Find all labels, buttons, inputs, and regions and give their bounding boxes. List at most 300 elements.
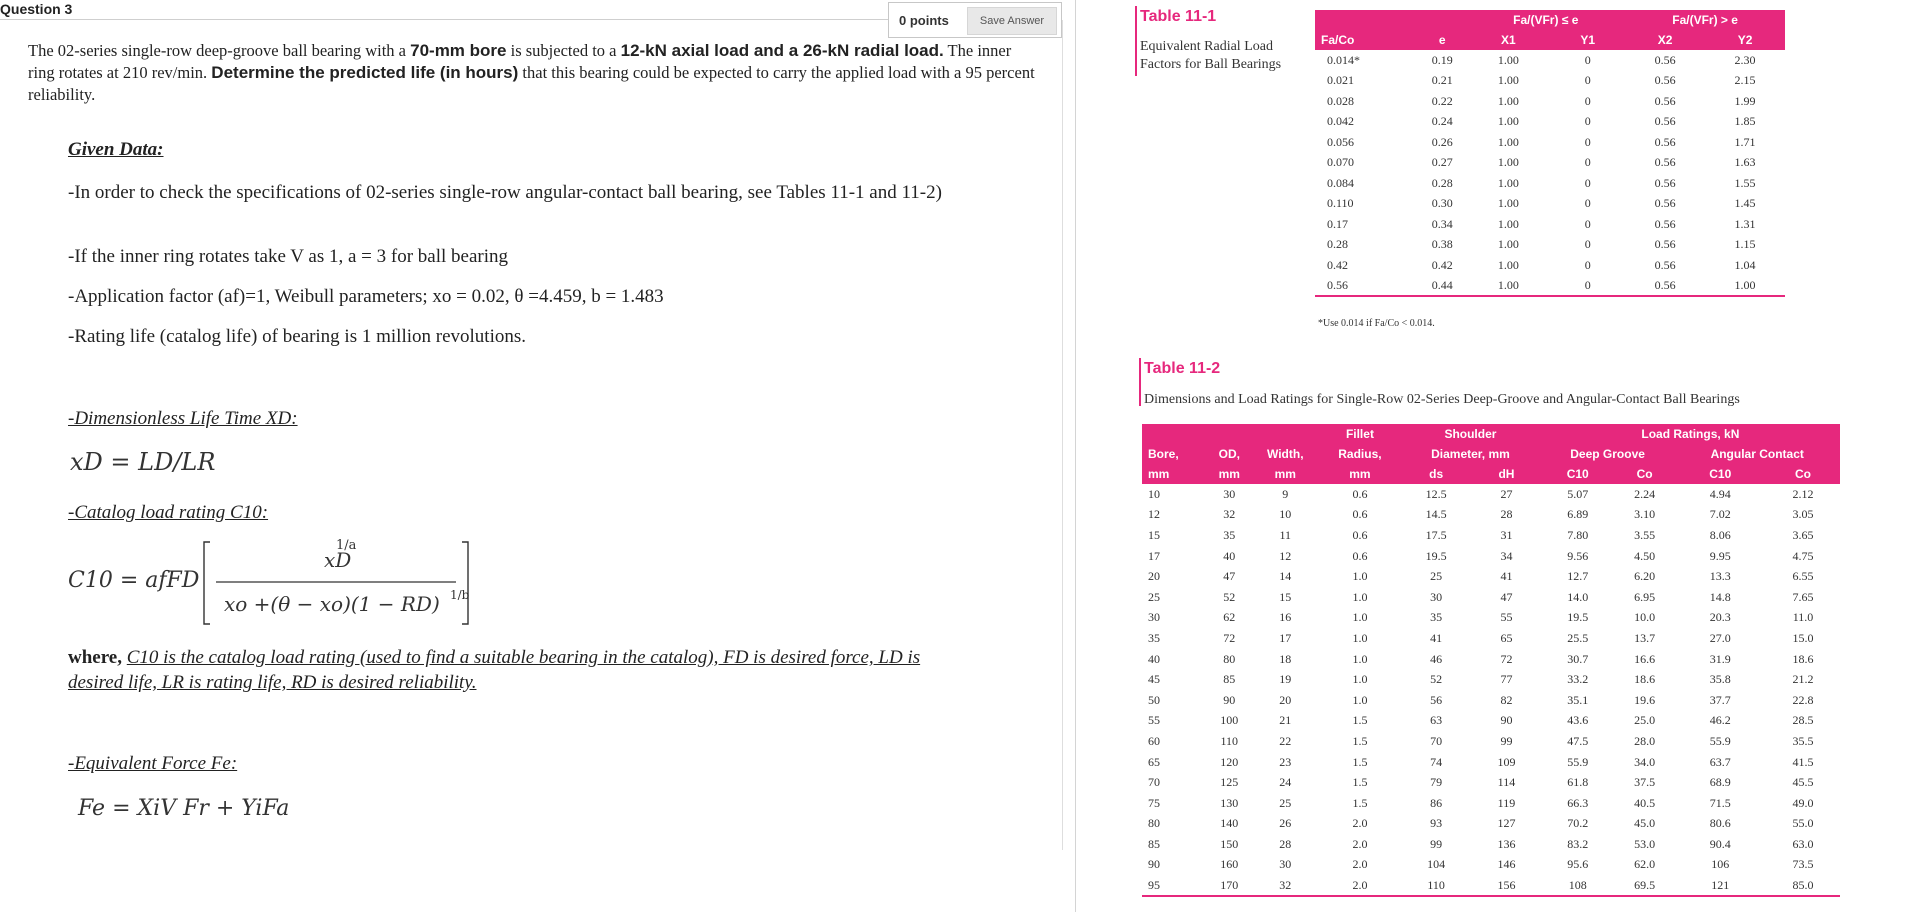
table2-row	[1142, 546, 1840, 567]
table2-row	[1142, 505, 1840, 526]
table1-col-header: e	[1418, 30, 1466, 50]
table2-row-cell: 69.5	[1615, 875, 1675, 896]
table1-row	[1315, 235, 1785, 256]
table1-row	[1315, 276, 1785, 297]
table1-row-cell: 1.00	[1497, 73, 1519, 88]
table1-row-cell: 1.04	[1734, 257, 1756, 272]
table2-row-cell: 7.80	[1567, 527, 1589, 542]
table2-row-cell: 127	[1497, 816, 1516, 831]
table1-row-cell: 1.00	[1497, 93, 1519, 108]
table2-row-cell: 70	[1430, 733, 1443, 748]
problem-text: The 02-series single-row deep-groove ball bearing with a	[28, 41, 411, 60]
table2-unit-header: C10	[1674, 464, 1766, 484]
table2-unit-header: mm	[1208, 464, 1251, 484]
table2-row-cell: 31.9	[1709, 651, 1731, 666]
table2-row	[1142, 690, 1840, 711]
table2-row	[1142, 669, 1840, 690]
table2-row-cell: 21	[1279, 713, 1292, 728]
table2-row-cell: 34	[1500, 548, 1513, 563]
table2-row-cell: 15	[1148, 527, 1160, 542]
table2-row	[1142, 731, 1840, 752]
table1-row-cell: 0	[1584, 196, 1591, 211]
table2-row-cell: 46	[1430, 651, 1443, 666]
problem-bold: Determine the predicted life (in hours)	[211, 63, 519, 82]
table1-row-cell: 1.99	[1734, 93, 1756, 108]
table2-row-cell: 104	[1427, 857, 1446, 872]
table2-row-cell: 40	[1223, 548, 1236, 563]
table2-row-cell: 30.7	[1567, 651, 1589, 666]
table2-row-cell: 0.6	[1352, 548, 1368, 563]
table2-row-cell: 73.5	[1792, 857, 1814, 872]
table1-row-cell: 0.056	[1327, 134, 1354, 149]
table1-row-cell: 1.85	[1734, 114, 1756, 129]
table2-row-cell: 12.5	[1425, 486, 1447, 501]
table2-row-cell: 10	[1148, 486, 1160, 501]
table2-row-cell: 41	[1500, 569, 1513, 584]
table2-row-cell: 1.0	[1352, 569, 1368, 584]
table2-shoulder-header: Shoulder	[1400, 424, 1541, 444]
table2-row-cell: 90	[1223, 692, 1236, 707]
table1-note: *Use 0.014 if Fa/Co < 0.014.	[1318, 318, 1435, 329]
table1-row-cell: 1.63	[1734, 155, 1756, 170]
table2-row-cell: 13.3	[1709, 569, 1731, 584]
table1-header-spacer	[1418, 10, 1466, 30]
formula-outer-exponent: 1/a	[336, 538, 357, 553]
table2	[1142, 424, 1840, 897]
table2-row-cell: 6.95	[1634, 589, 1656, 604]
table2-row-cell: 106	[1711, 857, 1730, 872]
table2-row-cell: 35.5	[1792, 733, 1814, 748]
table2-row-cell: 63.7	[1709, 754, 1731, 769]
table2-row-cell: 93	[1430, 816, 1443, 831]
given-line: -If the inner ring rotates take V as 1, a = 3 for ball bearing	[68, 246, 509, 267]
table2-row	[1142, 628, 1840, 649]
table2-row	[1142, 752, 1840, 773]
table2-row-cell: 77	[1500, 672, 1513, 687]
table2-row-cell: 10.0	[1634, 610, 1656, 625]
table1-header-spacer	[1315, 10, 1418, 30]
formula-lhs: C10 = afFD	[68, 568, 200, 593]
table2-row	[1142, 711, 1840, 732]
table2-row-cell: 55.9	[1567, 754, 1589, 769]
table1-row-cell: 0.56	[1654, 114, 1676, 129]
table1-row-cell: 0.56	[1625, 276, 1705, 297]
table2-row-cell: 75	[1148, 795, 1160, 810]
table2-row-cell: 22	[1279, 733, 1292, 748]
table2-row-cell: 1.5	[1352, 754, 1368, 769]
table2-row-cell: 25.0	[1634, 713, 1656, 728]
table2-col-header: Bore,	[1142, 444, 1208, 464]
table2-unit-header: mm	[1142, 464, 1208, 484]
table2-row-cell: 46.2	[1709, 713, 1731, 728]
table2-row-cell: 23	[1279, 754, 1292, 769]
table2-row-cell: 62	[1223, 610, 1236, 625]
table2-row-cell: 2.0	[1352, 836, 1368, 851]
table1-row-cell: 1.55	[1734, 175, 1756, 190]
table2-row-cell: 6.55	[1792, 569, 1814, 584]
table2-row	[1142, 875, 1840, 896]
table2-row-cell: 52	[1430, 672, 1443, 687]
table2-row-cell: 49.0	[1792, 795, 1814, 810]
table1-row-cell: 0	[1584, 114, 1591, 129]
table2-row-cell: 35.1	[1567, 692, 1589, 707]
table1-row-cell: 1.00	[1497, 237, 1519, 252]
table2-row-cell: 9	[1282, 486, 1289, 501]
table2-row-cell: 6.20	[1634, 569, 1656, 584]
table2-row-cell: 35	[1430, 610, 1443, 625]
table2-row-cell: 2.0	[1352, 816, 1368, 831]
table2-header-spacer	[1251, 424, 1320, 444]
table2-row-cell: 1.0	[1352, 672, 1368, 687]
table1-group2-header: Fa/(VFr) > e	[1625, 10, 1785, 30]
table2-row-cell: 14	[1279, 569, 1292, 584]
table2-row-cell: 43.6	[1567, 713, 1589, 728]
table1-row-cell: 0.042	[1327, 114, 1354, 129]
table2-row-cell: 13.7	[1634, 630, 1656, 645]
table2-row-cell: 15.0	[1792, 630, 1814, 645]
table2-row-cell: 156	[1472, 875, 1541, 896]
table1-row-cell: 1.15	[1734, 237, 1756, 252]
table2-row-cell: 55	[1500, 610, 1513, 625]
table2-row-cell: 18	[1279, 651, 1292, 666]
table2-row-cell: 40.5	[1634, 795, 1656, 810]
table1-row-cell: 0.56	[1654, 175, 1676, 190]
table1-row-cell: 0.34	[1431, 216, 1453, 231]
table2-row-cell: 20.3	[1709, 610, 1731, 625]
table2-row-cell: 12	[1148, 507, 1160, 522]
table2-unit-header: mm	[1251, 464, 1320, 484]
table2-row	[1142, 608, 1840, 629]
table2-row-cell: 80	[1223, 651, 1236, 666]
table2-row-cell: 114	[1497, 775, 1516, 790]
table1-row-cell: 0.56	[1654, 93, 1676, 108]
given-line: -Rating life (catalog life) of bearing is 1 million revolutions.	[68, 326, 526, 347]
table2-row-cell: 33.2	[1567, 672, 1589, 687]
table2-row-cell: 95	[1142, 875, 1208, 896]
table2-row-cell: 1.0	[1352, 589, 1368, 604]
table1-row-cell: 0.070	[1327, 155, 1354, 170]
table2-row-cell: 37.7	[1709, 692, 1731, 707]
table2-row-cell: 85	[1223, 672, 1236, 687]
table2-row-cell: 83.2	[1567, 836, 1589, 851]
table2-row	[1142, 834, 1840, 855]
table1-row-cell: 2.15	[1734, 73, 1756, 88]
table2-row-cell: 82	[1500, 692, 1513, 707]
table2-row-cell: 120	[1220, 754, 1239, 769]
table2-load-header: Load Ratings, kN	[1541, 424, 1840, 444]
table2-col-header: Deep Groove	[1541, 444, 1675, 464]
table2-col-header: Diameter, mm	[1400, 444, 1541, 464]
table1-row-cell: 1.45	[1734, 196, 1756, 211]
table2-unit-header: ds	[1400, 464, 1472, 484]
table2-row-cell: 9.56	[1567, 548, 1589, 563]
table1-row-cell: 0.56	[1654, 73, 1676, 88]
table2-row-cell: 80	[1148, 816, 1160, 831]
table1-row-cell: 0.028	[1327, 93, 1354, 108]
table1-row-cell: 0.26	[1431, 134, 1453, 149]
where-label: where,	[68, 647, 127, 668]
table1-row-cell: 0.38	[1431, 237, 1453, 252]
table2-row	[1142, 525, 1840, 546]
table2-row-cell: 10	[1279, 507, 1292, 522]
table2-row-cell: 11	[1279, 527, 1292, 542]
table2-row-cell: 85.0	[1766, 875, 1840, 896]
table1-row	[1315, 255, 1785, 276]
table2-row-cell: 3.65	[1792, 527, 1814, 542]
table2-row-cell: 61.8	[1567, 775, 1589, 790]
points-label: 0 points	[899, 13, 949, 28]
table2-row-cell: 119	[1497, 795, 1516, 810]
table2-row-cell: 63.0	[1792, 836, 1814, 851]
problem-bold: 70-mm bore	[410, 41, 507, 60]
table2-row-cell: 60	[1148, 733, 1160, 748]
table1-row-cell: 1.00	[1497, 175, 1519, 190]
table2-row	[1142, 855, 1840, 876]
table2-row-cell: 121	[1674, 875, 1766, 896]
table2-header-spacer	[1208, 424, 1251, 444]
problem-text: The inner ring rotates at 210 rev/min.	[28, 41, 1012, 82]
table2-row-cell: 55.0	[1792, 816, 1814, 831]
table1-row-cell: 0.56	[1654, 134, 1676, 149]
table2-row-cell: 45.0	[1634, 816, 1656, 831]
table1-row-cell: 0	[1584, 93, 1591, 108]
table2-row-cell: 0.6	[1352, 507, 1368, 522]
table1-row	[1315, 214, 1785, 235]
table2-row-cell: 27.0	[1709, 630, 1731, 645]
table1-row-cell: 0.014*	[1327, 52, 1360, 67]
table2-row-cell: 17.5	[1425, 527, 1447, 542]
table2-row-cell: 110	[1400, 875, 1472, 896]
table2-row-cell: 130	[1220, 795, 1239, 810]
table2-row-cell: 90.4	[1709, 836, 1731, 851]
table1-row-cell: 0	[1584, 52, 1591, 67]
table1-caption: Equivalent Radial Load Factors for Ball Bearings	[1140, 39, 1282, 72]
table2-row-cell: 99	[1500, 733, 1513, 748]
table2-row-cell: 95.6	[1567, 857, 1589, 872]
table1-row-cell: 0.44	[1418, 276, 1466, 297]
table2-row-cell: 17	[1279, 630, 1292, 645]
table1-row-cell: 0.21	[1431, 73, 1453, 88]
table2-row-cell: 15	[1279, 589, 1292, 604]
table1-row-cell: 0.084	[1327, 175, 1354, 190]
table1-row-cell: 1.00	[1497, 196, 1519, 211]
table2-row-cell: 2.0	[1352, 857, 1368, 872]
table2-row-cell: 21.2	[1792, 672, 1814, 687]
table2-row-cell: 68.9	[1709, 775, 1731, 790]
table2-row-cell: 40	[1148, 651, 1160, 666]
table2-row-cell: 62.0	[1634, 857, 1656, 872]
save-answer-button[interactable]: Save Answer	[967, 7, 1057, 35]
table2-row-cell: 12	[1279, 548, 1292, 563]
table1-col-header: Y1	[1550, 30, 1625, 50]
table2-row-cell: 28.0	[1634, 733, 1656, 748]
equivalent-force-formula: Fe = XiV Fr + YiFa	[78, 796, 290, 821]
table1-row-cell: 0.27	[1431, 155, 1453, 170]
table2-row-cell: 2.24	[1634, 486, 1656, 501]
table2-row-cell: 1.5	[1352, 733, 1368, 748]
table2-row-cell: 2.12	[1792, 486, 1814, 501]
table2-row-cell: 34.0	[1634, 754, 1656, 769]
table1-row-cell: 0.42	[1431, 257, 1453, 272]
table1-row-cell: 0	[1550, 276, 1625, 297]
problem-text: is subjected to a	[506, 41, 621, 60]
table2-row-cell: 28.5	[1792, 713, 1814, 728]
table2-row	[1142, 587, 1840, 608]
table2-row-cell: 14.8	[1709, 589, 1731, 604]
where-text: C10 is the catalog load rating (used to find a suitable bearing in the catalog), FD is desired force, LD is desired life, LR is rating life, RD is desired reliability.	[68, 647, 921, 693]
table2-row-cell: 56	[1430, 692, 1443, 707]
table1-row	[1315, 112, 1785, 133]
table2-row-cell: 1.5	[1352, 713, 1368, 728]
table2-row-cell: 14.0	[1567, 589, 1589, 604]
table2-row-cell: 31	[1500, 527, 1513, 542]
table2-header-spacer	[1142, 424, 1208, 444]
formula-numerator: xD	[324, 548, 352, 572]
table2-row-cell: 22.8	[1792, 692, 1814, 707]
table1-row-cell: 1.00	[1705, 276, 1785, 297]
table2-row-cell: 4.94	[1709, 486, 1731, 501]
table2-row-cell: 20	[1279, 692, 1292, 707]
table1-row-cell: 0.17	[1327, 216, 1348, 231]
table1-row-cell: 0.56	[1654, 257, 1676, 272]
table2-row-cell: 9.95	[1709, 548, 1731, 563]
table2-row-cell: 30	[1279, 857, 1292, 872]
table1-row-cell: 1.00	[1466, 276, 1550, 297]
table2-row-cell: 1.5	[1352, 795, 1368, 810]
table1-row	[1315, 173, 1785, 194]
dimensionless-life-title: -Dimensionless Life Time XD:	[68, 408, 298, 429]
table1	[1315, 10, 1785, 297]
table2-unit-header: C10	[1541, 464, 1615, 484]
table2-row-cell: 0.6	[1352, 486, 1368, 501]
given-line: -In order to check the specifications of 02-series single-row angular-contact ball bearing, see Tables 11-1 and 11-2)	[68, 182, 942, 203]
table2-row-cell: 160	[1220, 857, 1239, 872]
table2-row	[1142, 649, 1840, 670]
table2-row-cell: 32	[1251, 875, 1320, 896]
table2-row-cell: 24	[1279, 775, 1292, 790]
table2-row-cell: 18.6	[1792, 651, 1814, 666]
table2-row-cell: 70.2	[1567, 816, 1589, 831]
table2-row-cell: 74	[1430, 754, 1443, 769]
table2-unit-header: Co	[1615, 464, 1675, 484]
table2-row-cell: 63	[1430, 713, 1443, 728]
table1-row-cell: 0.56	[1654, 237, 1676, 252]
formula-denominator: xo +(θ − xo)(1 − RD)	[224, 592, 440, 616]
table2-row-cell: 18.6	[1634, 672, 1656, 687]
table1-row	[1315, 91, 1785, 112]
table2-row-cell: 90	[1500, 713, 1513, 728]
table2-row-cell: 35.8	[1709, 672, 1731, 687]
table2-row-cell: 55	[1148, 713, 1160, 728]
table2-row-cell: 1.5	[1352, 775, 1368, 790]
table2-row-cell: 8.06	[1709, 527, 1731, 542]
table1-row-cell: 1.00	[1497, 52, 1519, 67]
table2-row-cell: 19.6	[1634, 692, 1656, 707]
table2-row-cell: 70	[1148, 775, 1160, 790]
table1-body	[1315, 50, 1785, 296]
table2-row-cell: 99	[1430, 836, 1443, 851]
table2-col-header: Radius,	[1320, 444, 1400, 464]
table2-row-cell: 79	[1430, 775, 1443, 790]
table1-row	[1315, 132, 1785, 153]
table2-row-cell: 65	[1148, 754, 1160, 769]
table2-row-cell: 6.89	[1567, 507, 1589, 522]
table1-label: Table 11-1	[1140, 8, 1217, 25]
table2-row-cell: 80.6	[1709, 816, 1731, 831]
table2-row-cell: 72	[1500, 651, 1513, 666]
table1-row-cell: 1.00	[1497, 216, 1519, 231]
table2-row-cell: 66.3	[1567, 795, 1589, 810]
table2-accent-bar	[1139, 358, 1141, 406]
table2-row-cell: 150	[1220, 836, 1239, 851]
table1-row-cell: 0.24	[1431, 114, 1453, 129]
where-definitions	[68, 645, 968, 695]
table2-label: Table 11-2	[1144, 360, 1221, 377]
table2-row-cell: 110	[1220, 733, 1239, 748]
table2-row-cell: 2.0	[1320, 875, 1400, 896]
table1-group1-header: Fa/(VFr) ≤ e	[1466, 10, 1625, 30]
table1-row-cell: 2.30	[1734, 52, 1756, 67]
table2-row-cell: 16	[1279, 610, 1292, 625]
given-line: -Application factor (af)=1, Weibull parameters; xo = 0.02, θ =4.459, b = 1.483	[68, 286, 664, 307]
table2-row-cell: 72	[1223, 630, 1236, 645]
table2-row-cell: 65	[1500, 630, 1513, 645]
table2-row-cell: 25	[1148, 589, 1160, 604]
table2-row-cell: 3.10	[1634, 507, 1656, 522]
table1-row-cell: 0.110	[1327, 196, 1354, 211]
table2-row-cell: 19.5	[1425, 548, 1447, 563]
table1-col-header: Fa/Co	[1315, 30, 1418, 50]
problem-statement	[28, 40, 1040, 106]
table1-row-cell: 0	[1584, 134, 1591, 149]
table1-row-cell: 0.56	[1315, 276, 1418, 297]
table1-row-cell: 0.19	[1431, 52, 1453, 67]
table2-row-cell: 140	[1220, 816, 1239, 831]
table2-row-cell: 37.5	[1634, 775, 1656, 790]
table2-row-cell: 35	[1223, 527, 1236, 542]
table2-row-cell: 125	[1220, 775, 1239, 790]
table2-caption: Dimensions and Load Ratings for Single-Row 02-Series Deep-Groove and Angular-Contact Ball Bearings	[1144, 392, 1740, 407]
table2-row-cell: 30	[1223, 486, 1236, 501]
given-data-title: Given Data:	[68, 139, 164, 160]
table2-row-cell: 1.0	[1352, 630, 1368, 645]
table2-row-cell: 32	[1223, 507, 1236, 522]
table2-row	[1142, 814, 1840, 835]
table2-row-cell: 35	[1148, 630, 1160, 645]
table1-col-header: X1	[1466, 30, 1550, 50]
table2-row-cell: 50	[1148, 692, 1160, 707]
table2-row-cell: 85	[1148, 836, 1160, 851]
table1-row-cell: 0.56	[1654, 216, 1676, 231]
table1-row	[1315, 153, 1785, 174]
table2-row-cell: 4.50	[1634, 548, 1656, 563]
table2-row-cell: 14.5	[1425, 507, 1447, 522]
table2-row-cell: 52	[1223, 589, 1236, 604]
table2-row-cell: 17	[1148, 548, 1160, 563]
table2-row-cell: 28	[1500, 507, 1513, 522]
table1-row-cell: 0.42	[1327, 257, 1348, 272]
table2-row-cell: 16.6	[1634, 651, 1656, 666]
table1-row-cell: 1.31	[1734, 216, 1756, 231]
table2-col-header: Angular Contact	[1674, 444, 1840, 464]
table1-row-cell: 1.00	[1497, 134, 1519, 149]
table2-row	[1142, 484, 1840, 505]
catalog-load-title: -Catalog load rating C10:	[68, 502, 269, 523]
table1-row-cell: 0	[1584, 155, 1591, 170]
table1-row-cell: 0.56	[1654, 52, 1676, 67]
table2-row-cell: 108	[1541, 875, 1615, 896]
catalog-formula	[68, 538, 488, 628]
